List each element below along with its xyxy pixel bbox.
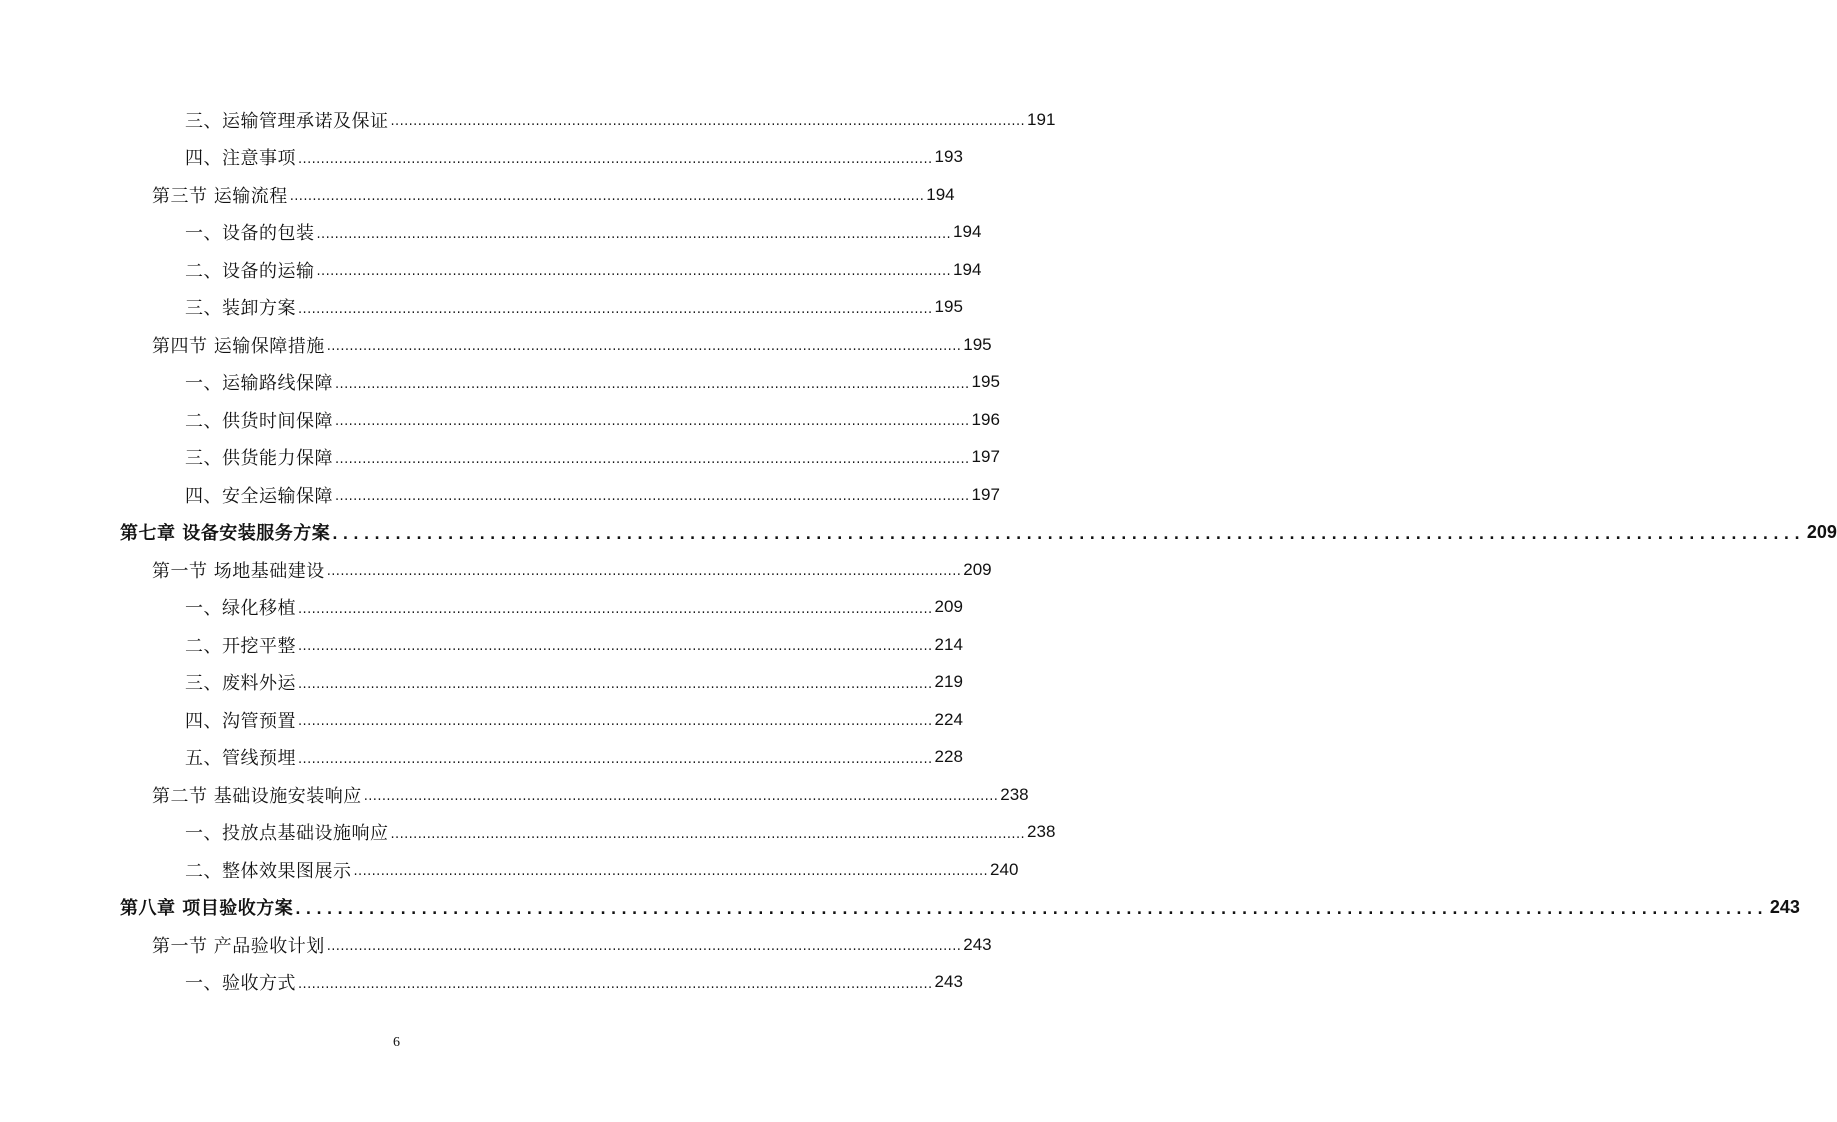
toc-entry-page: 209 [1806, 521, 1837, 542]
toc-entry-label: 一、运输路线保障 [185, 373, 333, 394]
toc-entry[interactable] [185, 589, 963, 626]
toc-leader-dots: ............................................................................................................................................ [316, 264, 952, 279]
toc-entry[interactable] [185, 214, 982, 251]
toc-entry-label: 四、沟管预置 [185, 710, 296, 732]
toc-entry[interactable] [185, 439, 1000, 476]
toc-entry-page: 219 [934, 672, 963, 691]
toc-leader-dots: ............................................................................................................................................ [316, 226, 952, 242]
toc-entry[interactable] [185, 139, 963, 176]
toc-entry-chapter[interactable] [120, 889, 1800, 926]
toc-entry[interactable] [185, 401, 1000, 438]
toc-leader-dots: ............................................................................................................................................ [298, 301, 933, 317]
toc-entry-label: 一、设备的包装 [185, 223, 315, 244]
toc-entry-label: 四、注意事项 [185, 148, 296, 169]
toc-leader-dots: ............................................................................................................................................ [335, 414, 970, 429]
toc-entry[interactable] [185, 364, 1000, 401]
toc-entry-page: 193 [934, 147, 963, 166]
toc-leader-dots: ............................................................................................................................................ [326, 939, 962, 954]
toc-entry-label: 三、装卸方案 [185, 298, 296, 319]
toc-entry-page: 195 [963, 334, 992, 354]
toc-entry-label: 一、验收方式 [185, 973, 296, 994]
toc-entry[interactable] [185, 289, 963, 326]
toc-entry-label: 三、供货能力保障 [185, 448, 333, 469]
toc-entry[interactable] [185, 476, 1000, 513]
toc-entry-label: 第三节 运输流程 [152, 185, 288, 207]
toc-entry-page: 191 [1027, 109, 1056, 129]
toc-entry-page: 194 [953, 222, 982, 241]
toc-entry-label: 二、设备的运输 [185, 260, 315, 282]
toc-entry-label: 第二节 基础设施安装响应 [152, 785, 362, 807]
toc-entry-label: 二、供货时间保障 [185, 410, 333, 432]
toc-entry-page: 209 [963, 559, 992, 579]
toc-leader-dots: ............................................................................................................................................ [390, 826, 1026, 842]
toc-entry-page: 209 [934, 597, 963, 616]
toc-leader-dots: ............................................................................................................................................ [298, 714, 933, 729]
toc-entry[interactable] [185, 626, 963, 663]
toc-entry[interactable] [185, 964, 963, 1001]
toc-entry-label: 一、投放点基础设施响应 [185, 823, 389, 844]
toc-leader-dots: ............................................................................................................................................ [335, 489, 970, 504]
toc-leader-dots: ............................................................................................................................................ [298, 676, 933, 692]
toc-leader-dots: ............................................................................................................................................ [326, 339, 962, 354]
toc-entry-page: 224 [934, 709, 963, 729]
toc-leader-dots: ............................................................................................................................................ [298, 639, 933, 654]
toc-entry-label: 第八章 项目验收方案 [120, 898, 294, 919]
toc-leader-dots: ............................................................................................................................................ [353, 864, 989, 879]
toc-entry-page: 240 [990, 859, 1019, 879]
toc-entry-label: 第一节 场地基础建设 [152, 560, 325, 582]
toc-entry[interactable] [152, 776, 1029, 813]
toc-entry-label: 三、废料外运 [185, 673, 296, 694]
toc-entry-page: 197 [971, 447, 1000, 466]
toc-leader-dots: ............................................................................................................................................ [390, 114, 1026, 129]
toc-entry-page: 196 [971, 409, 1000, 429]
toc-entry[interactable] [185, 814, 1056, 851]
toc-entry-page: 243 [1769, 896, 1800, 917]
toc-entry-page: 243 [934, 972, 963, 991]
toc-entry-label: 三、运输管理承诺及保证 [185, 110, 389, 132]
toc-entry-page: 238 [1027, 822, 1056, 841]
toc-entry-label: 二、开挖平整 [185, 635, 296, 657]
toc-entry-label: 第四节 运输保障措施 [152, 335, 325, 357]
toc-leader-dots: ............................................................................................................................................ [363, 789, 999, 804]
toc-entry[interactable] [185, 851, 1019, 888]
page-number: 6 [393, 1035, 400, 1050]
toc-entry-page: 194 [926, 184, 955, 204]
toc-leader-dots: ............................................................................................................................................ [298, 601, 933, 617]
toc-entry-label: 第一节 产品验收计划 [152, 935, 325, 957]
toc-leader-dots: ............................................................................................................................................ [326, 564, 962, 579]
toc-entry[interactable] [152, 326, 992, 363]
toc-entry[interactable] [185, 101, 1056, 138]
toc-entry-page: 238 [1000, 784, 1029, 804]
toc-entry-page: 197 [971, 484, 1000, 504]
toc-entry[interactable] [185, 739, 963, 776]
toc-entry-page: 195 [934, 297, 963, 316]
toc-leader-dots: ............................................................................................................................................ [332, 526, 1805, 543]
toc-entry-page: 194 [953, 259, 982, 279]
toc-entry-chapter[interactable] [120, 514, 1837, 551]
toc-entry[interactable] [152, 926, 992, 963]
toc-leader-dots: ............................................................................................................................................ [298, 751, 933, 767]
toc-leader-dots: ............................................................................................................................................ [335, 376, 970, 392]
toc-entry-label: 四、安全运输保障 [185, 485, 333, 507]
toc-leader-dots: ............................................................................................................................................ [298, 151, 933, 167]
toc-leader-dots: ............................................................................................................................................ [289, 189, 925, 204]
toc-entry-label: 二、整体效果图展示 [185, 860, 352, 882]
toc-entry[interactable] [152, 551, 992, 588]
toc-entry-page: 228 [934, 747, 963, 766]
toc-entry-label: 一、绿化移植 [185, 598, 296, 619]
toc-entry[interactable] [185, 251, 982, 288]
toc-entry-page: 195 [971, 372, 1000, 391]
toc-entry[interactable] [152, 176, 955, 213]
toc-entry-label: 五、管线预埋 [185, 748, 296, 769]
toc-entry[interactable] [185, 701, 963, 738]
toc-entry-page: 243 [963, 934, 992, 954]
toc-leader-dots: ............................................................................................................................................ [335, 451, 970, 467]
toc-leader-dots: ............................................................................................................................................ [295, 901, 1768, 918]
toc-entry[interactable] [185, 664, 963, 701]
toc-entry-label: 第七章 设备安装服务方案 [120, 523, 331, 544]
toc-entry-page: 214 [934, 634, 963, 654]
toc-leader-dots: ............................................................................................................................................ [298, 976, 933, 992]
